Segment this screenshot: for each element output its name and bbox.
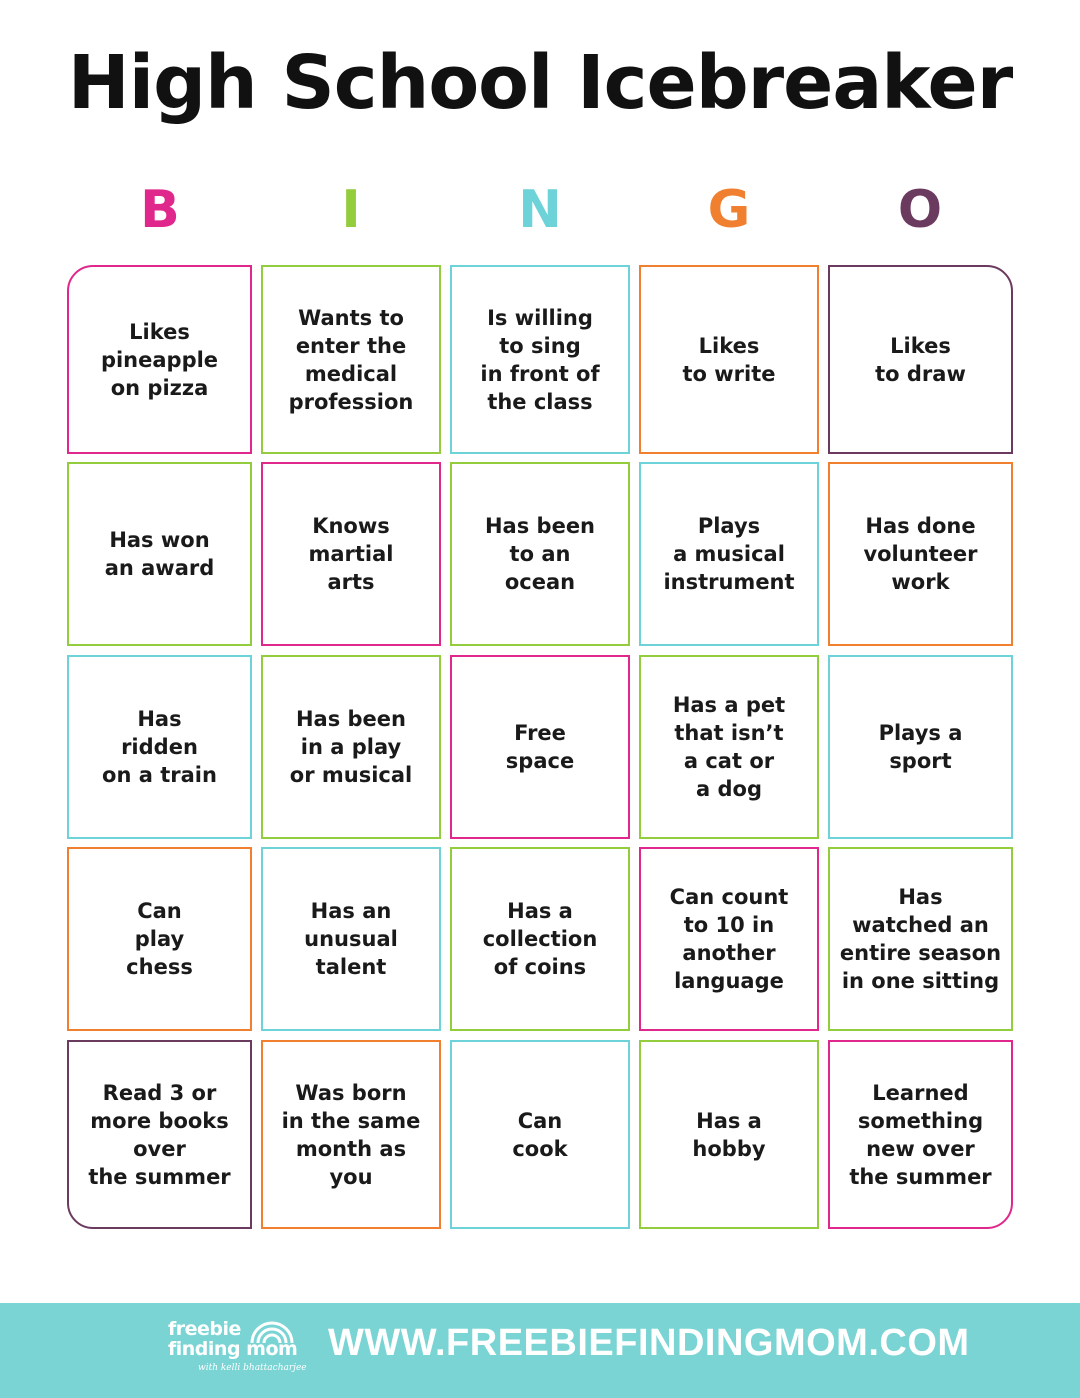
bingo-letter-o: O: [897, 180, 943, 240]
bingo-cell[interactable]: [450, 462, 630, 646]
bingo-cell-text: Can count to 10 in another language: [669, 885, 789, 993]
bingo-cell[interactable]: [261, 655, 441, 839]
footer-banner: [0, 1303, 1080, 1398]
freebie-finding-mom-logo[interactable]: [168, 1315, 308, 1381]
bingo-cell-text: Likes pineapple on pizza: [100, 319, 219, 400]
bingo-cell-text: Likes to draw: [875, 333, 966, 386]
bingo-cell[interactable]: [67, 462, 252, 646]
logo-text-line-2: finding mom: [168, 1338, 298, 1360]
bingo-cell-text: Has won an award: [104, 528, 215, 580]
bingo-cell-text: Has watched an entire season in one sitting: [839, 885, 1002, 993]
bingo-cell-text: Plays a musical instrument: [663, 514, 795, 594]
bingo-cell-text: Was born in the same month as you: [281, 1080, 421, 1189]
bingo-header: [0, 182, 1080, 242]
bingo-grid: [67, 265, 1013, 1229]
bingo-cell[interactable]: [67, 847, 252, 1031]
bingo-cell-text: Wants to enter the medical profession: [288, 305, 414, 414]
bingo-cell[interactable]: [261, 847, 441, 1031]
website-url-link[interactable]: WWW.FREEBIEFINDINGMOM.COM: [328, 1322, 970, 1364]
bingo-cell[interactable]: [828, 1040, 1013, 1229]
bingo-letter-g: G: [707, 180, 751, 240]
bingo-cell[interactable]: [828, 847, 1013, 1031]
bingo-cell[interactable]: [828, 462, 1013, 646]
bingo-cell-text: Read 3 or more books over the summer: [88, 1080, 231, 1189]
bingo-cell[interactable]: [828, 265, 1013, 454]
bingo-cell-text: Has done volunteer work: [863, 514, 978, 594]
logo-text-line-1: freebie: [168, 1318, 241, 1340]
bingo-cell[interactable]: [261, 265, 441, 454]
bingo-cell-text: Is willing to sing in front of the class: [480, 305, 600, 414]
bingo-cell[interactable]: [639, 462, 819, 646]
bingo-cell[interactable]: [450, 265, 630, 454]
bingo-cell[interactable]: [261, 462, 441, 646]
bingo-cell-text: Likes to write: [682, 333, 776, 386]
bingo-cell-text: Can play chess: [126, 899, 193, 979]
bingo-cell-text: Has a pet that isn’t a cat or a dog: [672, 693, 786, 801]
bingo-cell-text: Has been in a play or musical: [289, 707, 413, 787]
bingo-cell[interactable]: [450, 1040, 630, 1229]
bingo-cell-text: Can cook: [512, 1108, 568, 1161]
bingo-cell[interactable]: [639, 265, 819, 454]
bingo-cell[interactable]: [639, 655, 819, 839]
bingo-cell-text: Plays a sport: [878, 721, 963, 773]
bingo-cell-text: Has an unusual talent: [304, 899, 398, 979]
bingo-cell-text: Has been to an ocean: [484, 514, 596, 594]
bingo-cell[interactable]: [67, 655, 252, 839]
bingo-letter-i: I: [341, 180, 361, 240]
bingo-cell[interactable]: [67, 1040, 252, 1229]
bingo-cell-text: Learned something new over the summer: [849, 1080, 992, 1189]
bingo-cell[interactable]: [639, 847, 819, 1031]
bingo-cell[interactable]: [450, 655, 630, 839]
bingo-cell[interactable]: [450, 847, 630, 1031]
rainbow-icon: [248, 1315, 296, 1345]
bingo-cell[interactable]: [67, 265, 252, 454]
logo-tagline: with kelli bhattacharjee: [198, 1363, 307, 1373]
page-title: High School Icebreaker: [67, 40, 1013, 126]
bingo-letter-b: B: [140, 180, 180, 240]
bingo-cell-text: Knows martial arts: [308, 514, 394, 594]
bingo-letter-n: N: [518, 180, 562, 240]
bingo-cell[interactable]: [828, 655, 1013, 839]
bingo-cell-text: Has a collection of coins: [482, 899, 598, 979]
bingo-cell-text: Has a hobby: [692, 1108, 766, 1161]
bingo-cell[interactable]: [261, 1040, 441, 1229]
bingo-cell-text: Free space: [505, 721, 575, 773]
bingo-cell-text: Has ridden on a train: [102, 707, 217, 787]
bingo-cell[interactable]: [639, 1040, 819, 1229]
